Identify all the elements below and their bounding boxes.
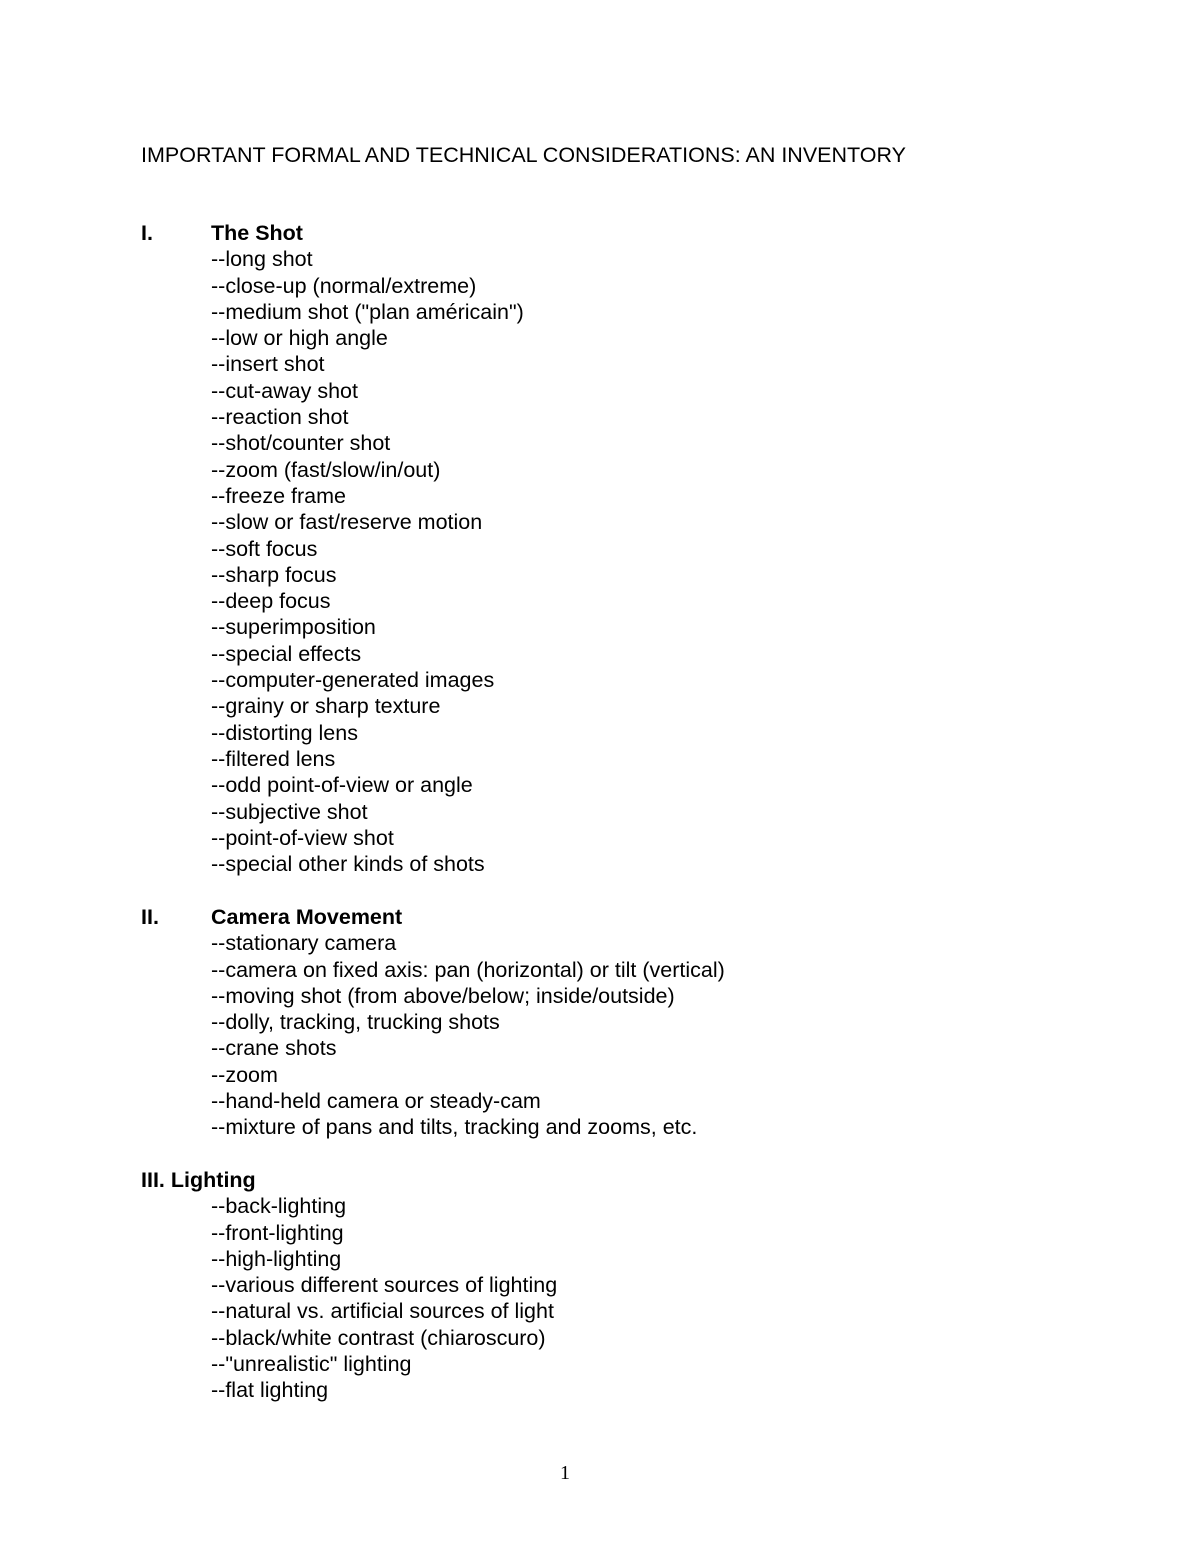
list-item: --flat lighting xyxy=(211,1378,329,1403)
section-title: Camera Movement xyxy=(211,905,403,929)
list-item: --grainy or sharp texture xyxy=(211,694,441,719)
list-item: --superimposition xyxy=(211,615,376,640)
list-item: --insert shot xyxy=(211,352,325,377)
list-item: --zoom xyxy=(211,1062,278,1087)
list-item: --odd point-of-view or angle xyxy=(211,773,473,798)
list-item: --distorting lens xyxy=(211,720,358,745)
list-item: --"unrealistic" lighting xyxy=(211,1352,412,1377)
list-item: --subjective shot xyxy=(211,799,368,824)
section-title: Lighting xyxy=(170,1168,256,1192)
list-item: --computer-generated images xyxy=(211,668,495,693)
list-item: --special other kinds of shots xyxy=(211,852,485,877)
item-list xyxy=(141,1193,557,1403)
list-item: --high-lighting xyxy=(211,1246,342,1271)
section-number: III. xyxy=(141,1168,165,1192)
list-item: --point-of-view shot xyxy=(211,825,394,850)
item-list xyxy=(141,930,725,1140)
list-item: --mixture of pans and tilts, tracking and zooms, etc. xyxy=(211,1115,698,1140)
item-list xyxy=(141,246,524,877)
section-title: The Shot xyxy=(211,221,303,245)
section-camera-movement xyxy=(141,904,725,1141)
list-item: --filtered lens xyxy=(211,746,336,771)
list-item: --soft focus xyxy=(211,536,318,561)
list-item: --special effects xyxy=(211,641,362,666)
section-number: II. xyxy=(141,905,159,929)
list-item: --sharp focus xyxy=(211,562,337,587)
section-heading xyxy=(141,1167,557,1193)
list-item: --hand-held camera or steady-cam xyxy=(211,1089,541,1114)
list-item: --back-lighting xyxy=(211,1194,347,1219)
list-item: --dolly, tracking, trucking shots xyxy=(211,1010,500,1035)
list-item: --zoom (fast/slow/in/out) xyxy=(211,457,441,482)
list-item: --freeze frame xyxy=(211,483,347,508)
list-item: --deep focus xyxy=(211,589,331,614)
list-item: --stationary camera xyxy=(211,931,397,956)
section-number: I. xyxy=(141,221,153,245)
list-item: --natural vs. artificial sources of light xyxy=(211,1299,554,1324)
list-item: --close-up (normal/extreme) xyxy=(211,273,477,298)
list-item: --low or high angle xyxy=(211,326,388,351)
list-item: --shot/counter shot xyxy=(211,431,391,456)
section-the-shot xyxy=(141,220,524,877)
section-heading xyxy=(141,904,725,930)
list-item: --cut-away shot xyxy=(211,378,358,403)
section-heading xyxy=(141,220,524,246)
list-item: --black/white contrast (chiaroscuro) xyxy=(211,1325,546,1350)
list-item: --long shot xyxy=(211,247,313,272)
page-number: 1 xyxy=(560,1462,570,1484)
section-lighting xyxy=(141,1167,557,1404)
page-title: IMPORTANT FORMAL AND TECHNICAL CONSIDERATIONS: AN INVENTORY xyxy=(141,143,906,167)
list-item: --slow or fast/reserve motion xyxy=(211,510,483,535)
list-item: --medium shot ("plan américain") xyxy=(211,299,524,324)
list-item: --reaction shot xyxy=(211,405,349,430)
list-item: --moving shot (from above/below; inside/outside) xyxy=(211,983,675,1008)
list-item: --camera on fixed axis: pan (horizontal) or tilt (vertical) xyxy=(211,957,725,982)
list-item: --crane shots xyxy=(211,1036,337,1061)
list-item: --front-lighting xyxy=(211,1220,344,1245)
list-item: --various different sources of lighting xyxy=(211,1273,558,1298)
